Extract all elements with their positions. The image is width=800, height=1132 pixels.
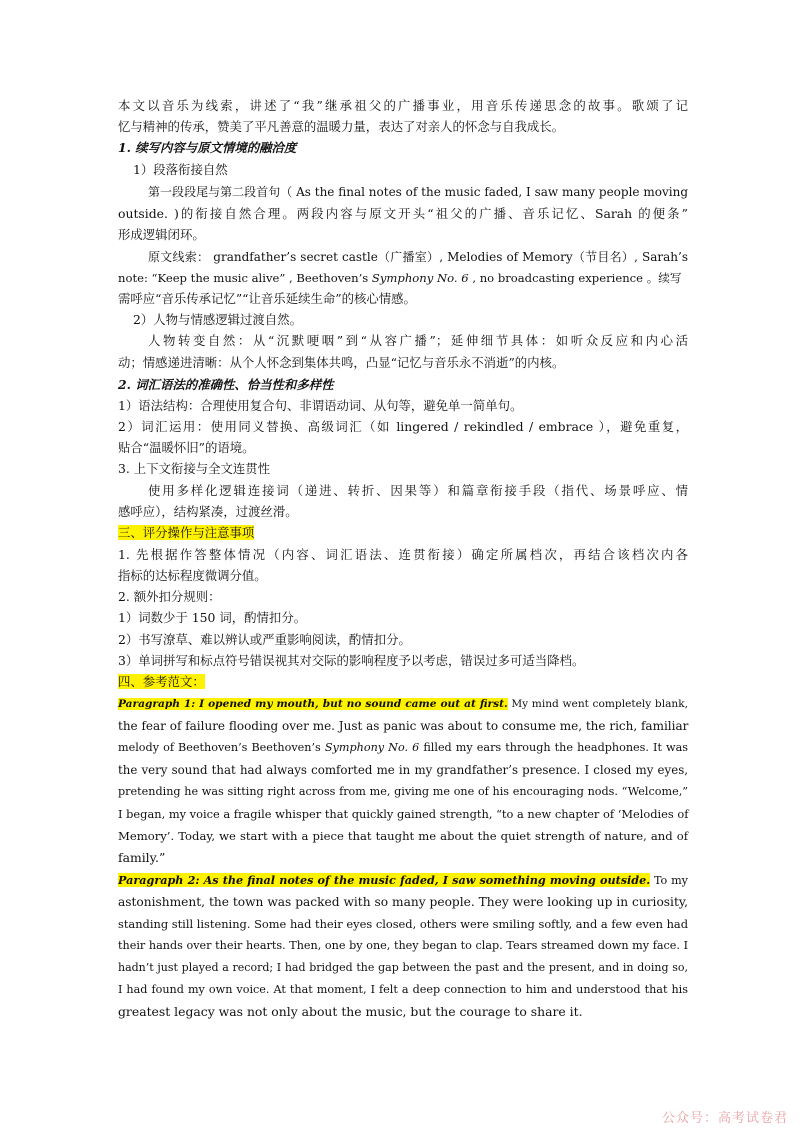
s1-subheading-1: 1）段落衔接自然 — [133, 162, 228, 177]
para1-line-3: melody of Beethoven’s Beethoven’s Symphony No. 6 filled my ears through the headphones. It was — [118, 741, 688, 754]
section-3-heading: 三、评分操作与注意事项 — [118, 525, 255, 540]
s1-p3-line-1: 人物转变自然：从“沉默哽咽”到“从容广播”；延伸细节具体：如听众反应和内心活 — [148, 333, 688, 348]
section-4-heading: 四、参考范文： — [118, 674, 205, 689]
para1-line-8: family.” — [118, 850, 166, 865]
paragraph-1-label: Paragraph 1: I opened my mouth, but no sound came out at first. — [118, 698, 508, 710]
paragraph-2-label: Paragraph 2: As the final notes of the music faded, I saw something moving outside. — [118, 873, 651, 887]
s3-line-2: 指标的达标程度微调分值。 — [118, 568, 267, 583]
para2-line-7: greatest legacy was not only about the music, but the courage to share it. — [118, 1004, 583, 1019]
para1-line-6: I began, my voice a fragile whisper that quickly gained strength, “to a new chapter of ‘Melodies of — [118, 807, 689, 821]
s1-p2-line-2: note: “Keep the music alive” , Beethoven’s Symphony No. 6 , no broadcasting experience 。续写 — [118, 271, 682, 285]
s1-p2-line-1: 原文线索： grandfather’s secret castle（广播室）, Melodies of Memory（节目名）, Sarah’s — [148, 250, 688, 264]
para1-line-7: Memory’. Today, we start with a piece that taught me about the quiet strength of nature, and of — [118, 829, 688, 843]
section-1-heading: 1. 续写内容与原文情境的融洽度 — [118, 140, 297, 155]
para1-line-1: Paragraph 1: I opened my mouth, but no sound came out at first. My mind went completely blank, — [118, 698, 689, 710]
intro-line-1: 本文以音乐为线索，讲述了“我”继承祖父的广播事业，用音乐传递思念的故事。歌颂了记 — [118, 98, 688, 113]
s3-line-5: 2）书写潦草、难以辨认或严重影响阅读，酌情扣分。 — [118, 632, 411, 647]
para2-line-1: Paragraph 2: As the final notes of the music faded, I saw something moving outside. To my — [118, 873, 688, 887]
s1-p1-line-2: outside. )的衔接自然合理。两段内容与原文开头“祖父的广播、音乐记忆、Sarah 的便条” — [118, 206, 688, 221]
s1-p2-line-3: 需呼应“音乐传承记忆”“让音乐延续生命”的核心情感。 — [118, 291, 416, 306]
s2-line-5: 使用多样化逻辑连接词（递进、转折、因果等）和篇章衔接手段（指代、场景呼应、情 — [148, 483, 688, 498]
intro-line-2: 忆与精神的传承，赞美了平凡善意的温暖力量，表达了对亲人的怀念与自我成长。 — [118, 119, 565, 134]
section-2-heading: 2. 词汇语法的准确性、恰当性和多样性 — [118, 377, 334, 392]
para2-line-4: their hands over their hearts. Then, one by one, they began to clap. Tears streamed down my face. I — [118, 939, 688, 952]
para1-line-2: the fear of failure flooding over me. Just as panic was about to consume me, the rich, familiar — [118, 719, 689, 733]
s2-line-3: 贴合“温暖怀旧”的语境。 — [118, 440, 255, 455]
para2-line-5: hadn’t just played a record; I had bridged the gap between the past and the present, and in doing so, — [118, 961, 688, 974]
para2-line-6: I had found my own voice. At that moment, I felt a deep connection to him and understood that his — [118, 983, 688, 996]
para1-line-5: pretending he was sitting right across from me, giving me one of his encouraging nods. “Welcome,” — [118, 785, 688, 798]
s2-line-6: 感呼应），结构紧凑，过渡丝滑。 — [118, 504, 298, 519]
s2-line-1: 1）语法结构：合理使用复合句、非谓语动词、从句等，避免单一简单句。 — [118, 398, 523, 413]
s1-p1-line-1: 第一段段尾与第二段首句（ As the final notes of the music faded, I saw many people moving — [148, 185, 688, 199]
s2-line-4: 3. 上下文衔接与全文连贯性 — [118, 461, 271, 476]
s3-line-3: 2. 额外扣分规则： — [118, 589, 221, 604]
s3-line-1: 1. 先根据作答整体情况（内容、词汇语法、连贯衔接）确定所属档次，再结合该档次内各 — [118, 547, 688, 562]
s1-p1-line-3: 形成逻辑闭环。 — [118, 227, 205, 242]
s3-line-6: 3）单词拼写和标点符号错误视其对交际的影响程度予以考虑，错误过多可适当降档。 — [118, 653, 585, 668]
s1-subheading-2: 2）人物与情感逻辑过渡自然。 — [133, 312, 302, 327]
s3-line-4: 1）词数少于 150 词，酌情扣分。 — [118, 610, 307, 625]
para2-line-3: standing still listening. Some had their eyes closed, others were smiling softly, and a few even had — [118, 917, 688, 931]
watermark: 公众号：高考试卷君 — [661, 1111, 788, 1126]
para2-line-2: astonishment, the town was packed with so many people. They were looking up in curiosity, — [118, 895, 688, 909]
para1-line-4: the very sound that had always comforted me in my grandfather’s presence. I closed my eyes, — [118, 763, 688, 777]
s2-line-2: 2）词汇运用：使用同义替换、高级词汇（如 lingered / rekindled / embrace ），避免重复， — [118, 419, 688, 434]
s1-p3-line-2: 动；情感递进清晰：从个人怀念到集体共鸣，凸显“记忆与音乐永不消逝”的内核。 — [118, 355, 565, 370]
